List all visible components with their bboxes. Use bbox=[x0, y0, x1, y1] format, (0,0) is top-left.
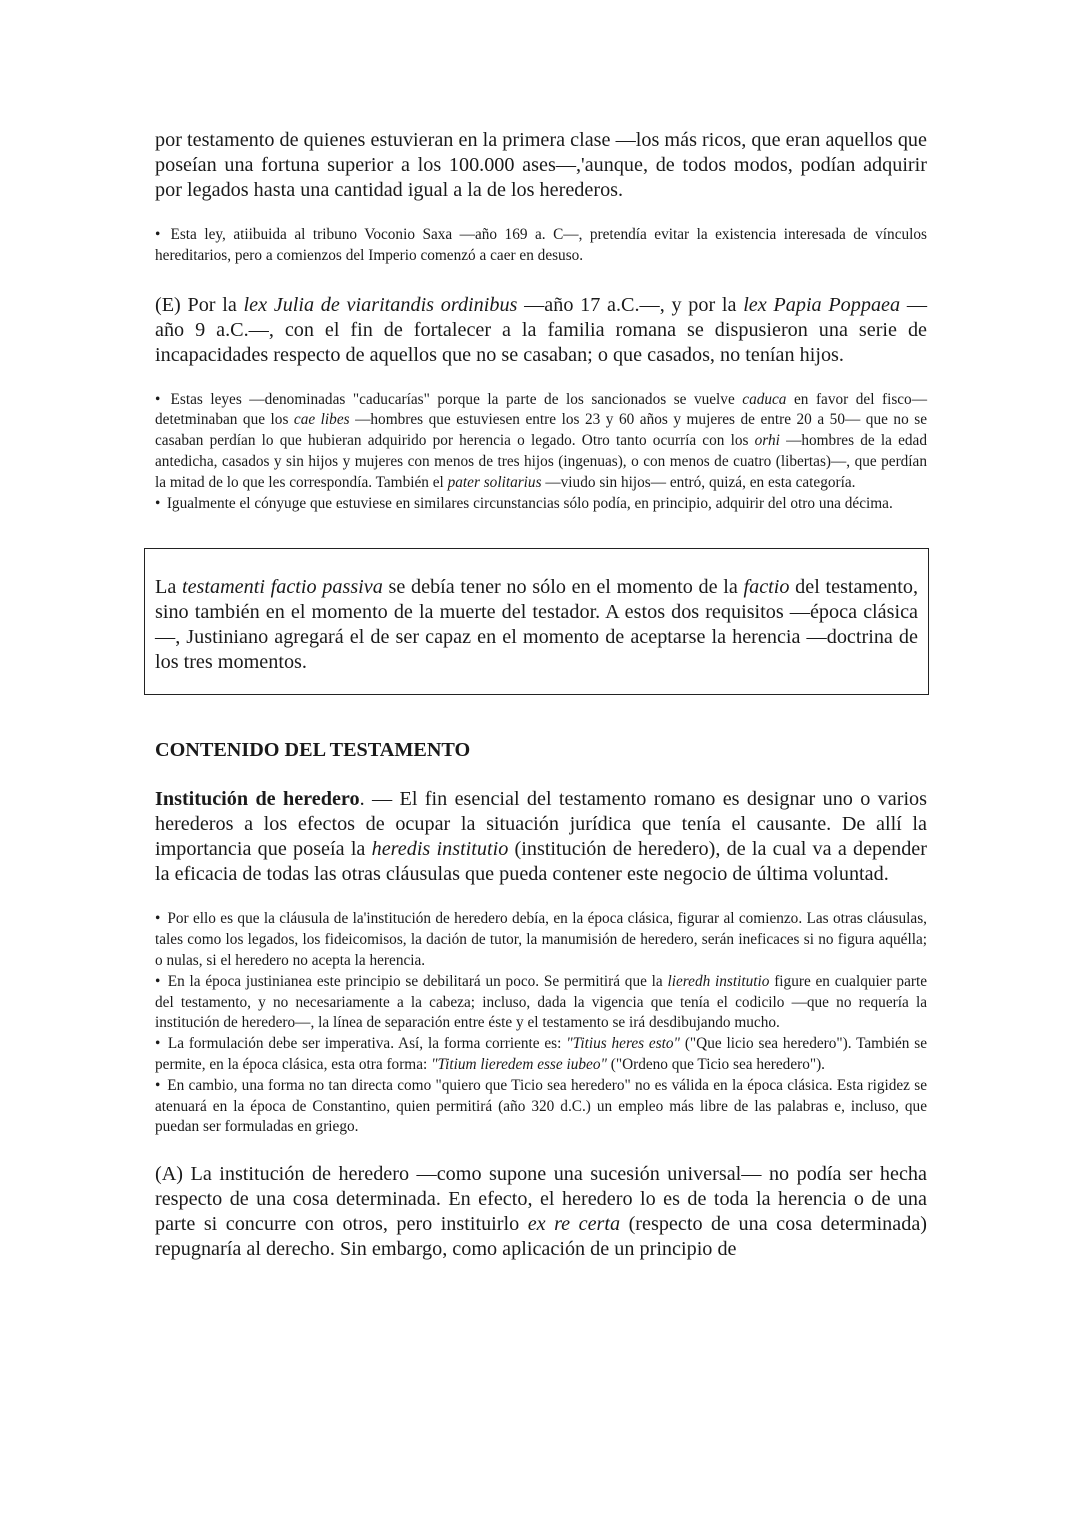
note-constantino: • En cambio, una forma no tan directa como "quiero que Ticio sea heredero" no es válida en la época clásica. Esta rigidez se atenuará en la época de Constantino, quien permitirá (año 320 d.C.) un empleo más libre de las palabras e, incluso, que puedan ser formuladas en griego. bbox=[155, 1076, 927, 1136]
bullet-icon: • bbox=[155, 1076, 161, 1094]
note-clausula: • Por ello es que la cláusula de la'institución de heredero debía, en la época clásica, figurar al comienzo. Las otras cláusulas, tales como los legados, los fideicomisos, la dación de tutor, la manumisión de heredero, serán ineficaces si no figura aquélla; o nulas, si el heredero no acepta la herencia. bbox=[155, 910, 927, 969]
bullet-icon: • bbox=[155, 910, 161, 928]
bullet-icon: • bbox=[155, 494, 161, 512]
bullet-icon: • bbox=[155, 390, 161, 408]
section-heading: CONTENIDO DEL TESTAMENTO bbox=[155, 739, 471, 762]
note-conyuge: • Igualmente el cónyuge que estuviese en similares circunstancias sólo podía, en principio, adquirir del otro una décima. bbox=[155, 494, 927, 515]
bullet-icon: • bbox=[155, 1035, 161, 1053]
paragraph-e: (E) Por la lex Julia de viaritandis ordinibus —año 17 a.C.—, y por la lex Papia Poppaea —año 9 a.C.—, con el fin de fortalecer a la familia romana se dispusieron una serie de incapacidades respecto de aquellos que no se casaban; o que casados, no tenían hijos. bbox=[155, 293, 927, 366]
bullet-icon: • bbox=[155, 972, 161, 990]
paragraph-continuation: por testamento de quienes estuvieran en la primera clase —los más ricos, que eran aquellos que poseían una fortuna superior a los 100.000 ases—,'aunque, de todos modos, podían adquirir por legados hasta una cantidad igual a la de los herederos. bbox=[155, 129, 927, 201]
boxed-note bbox=[144, 548, 929, 695]
document-page bbox=[155, 128, 927, 1262]
note-justinianea: • En la época justinianea este principio se debilitará un poco. Se permitirá que la lieredh institutio figure en cualquier parte del testamento, y no necesariamente a la cabeza; incluso, dada la vigencia que tenía el codicilo —que no requería la institución de heredero—, la línea de separación entre éste y el testamento se irá desdibujando mucho. bbox=[155, 972, 927, 1032]
bullet-icon: • bbox=[155, 226, 161, 243]
note-formulacion: • La formulación debe ser imperativa. Así, la forma corriente es: "Titius heres esto" ("Que licio sea heredero"). También se permite, en la época clásica, esta otra forma: "Titium lieredem esse iubeo" ("Ordeno que Ticio sea heredero"). bbox=[155, 1035, 928, 1073]
note-caducarias: • Estas leyes —denominadas "caducarías" porque la parte de los sancionados se vuelve caduca en favor del fisco— detetminaban que los cae libes —hombres que estuviesen entre los 23 y 60 años y mujeres de entre 20 a 50— que no se casaban perdían lo que hubieran adquirido por herencia o legado. Otro tanto ocurría con los orhi —hombres de la edad antedicha, casados y sin hijos y mujeres con menos de tres hijos (ingenuas), o con menos de cuatro (libertas)—, que perdían la mitad de lo que les correspondía. También el pater solitarius —viudo sin hijos— entró, quizá, en esta categoría. bbox=[155, 390, 928, 491]
boxed-note-text: La testamenti factio passiva se debía tener no sólo en el momento de la factio del testamento, sino también en el momento de la muerte del testador. A estos dos requisitos —época clásica—, Justiniano agregará el de ser capaz en el momento de aceptarse la herencia —doctrina de los tres momentos. bbox=[155, 576, 918, 674]
paragraph-institucion: Institución de heredero. — El fin esencial del testamento romano es designar uno o varios herederos a los efectos de ocupar la situación jurídica que tenía el causante. De allí la importancia que poseía la heredis institutio (institución de heredero), de la cual va a depender la eficacia de todas las otras cláusulas que pueda contener este negocio de última voluntad. bbox=[155, 788, 927, 886]
note-voconia: • Esta ley, atiibuida al tribuno Voconio Saxa —año 169 a. C—, pretendía evitar la existencia interesada de vínculos hereditarios, pero a comienzos del Imperio comenzó a caer en desuso. bbox=[155, 226, 927, 264]
subheading-institucion: Institución de heredero bbox=[155, 788, 360, 811]
paragraph-a: (A) La institución de heredero —como supone una sucesión universal— no podía ser hecha respecto de una cosa determinada. En efecto, el heredero lo es de toda la herencia o de una parte si concurre con otros, pero instituirlo ex re certa (respecto de una cosa determinada) repugnaría al derecho. Sin embargo, como aplicación de un principio de bbox=[155, 1163, 928, 1261]
